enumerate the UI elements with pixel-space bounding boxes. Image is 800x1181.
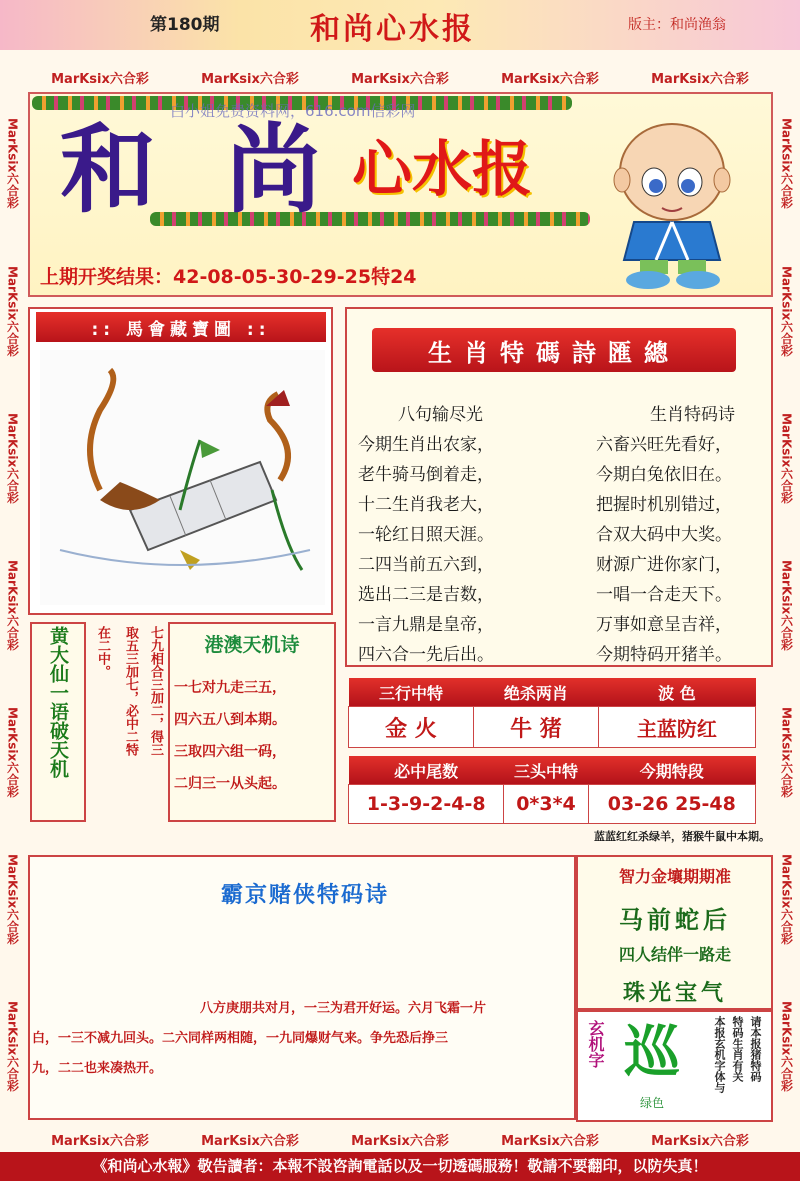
watermark: MarKsix六合彩 [779, 854, 794, 945]
gamble-poem-line1: 八方庚朋共对月，一三为君开好运。六月飞霜一片 [200, 1001, 487, 1016]
watermark: MarKsix六合彩 [201, 1133, 299, 1149]
monk-illustration [592, 110, 762, 290]
huang-daxian-col1: 七九相合三加二，得三 [148, 626, 163, 756]
table-cell: 1-3-9-2-4-8 [349, 785, 504, 824]
table-header: 今期特段 [588, 756, 755, 785]
huang-daxian-col3: 在二中。 [95, 626, 110, 678]
gamble-poem-title: 霸京赌侠特码诗 [220, 883, 389, 908]
gangao-line: 一七对九走三五， [174, 680, 286, 696]
poem-left-title: 八句输尽光 [398, 405, 483, 425]
watermark: MarKsix六合彩 [779, 1001, 794, 1092]
treasure-map-image [40, 350, 325, 605]
xuanji-label: 玄机字 [586, 1020, 605, 1068]
poem-line: 财源广进你家门， [596, 555, 732, 575]
gangao-title: 港澳天机诗 [204, 634, 300, 656]
table-header: 必中尾数 [349, 756, 504, 785]
watermark: MarKsix六合彩 [351, 71, 449, 87]
table-cell: 03-26 25-48 [588, 785, 755, 824]
gamble-poem-line3: 九，二二也来凑热开。 [32, 1061, 163, 1076]
poem-line: 六畜兴旺先看好， [596, 435, 732, 455]
watermark: MarKsix六合彩 [779, 707, 794, 798]
poem-line: 一唱一合走天下。 [596, 585, 732, 605]
watermark: MarKsix六合彩 [779, 265, 794, 356]
poem-line: 二四当前五六到， [358, 555, 494, 575]
gangao-line: 二归三一从头起。 [174, 776, 286, 792]
watermark: MarKsix六合彩 [5, 1001, 20, 1092]
poem-left [358, 400, 528, 670]
editor-label: 版主：和尚渔翁 [628, 17, 726, 33]
poem-line: 合双大码中大奖。 [596, 525, 732, 545]
watermark-col-left [2, 90, 24, 1120]
watermark-col-right [776, 90, 798, 1120]
table-header: 三头中特 [504, 756, 588, 785]
watermark: MarKsix六合彩 [5, 118, 20, 209]
tip-4: 珠光宝气 [622, 981, 727, 1006]
table-cell: 主蓝防红 [598, 707, 755, 748]
watermark: MarKsix六合彩 [5, 265, 20, 356]
poem-right-title: 生肖特码诗 [650, 405, 735, 425]
last-result: 上期开奖结果：42-08-05-30-29-25特24 [40, 266, 417, 288]
watermark: MarKsix六合彩 [501, 1133, 599, 1149]
watermark-row-top [25, 64, 775, 90]
table-header: 波 色 [598, 678, 755, 707]
big-title: 和 尚 [60, 113, 340, 226]
watermark: MarKsix六合彩 [351, 1133, 449, 1149]
table-header: 绝杀两肖 [473, 678, 598, 707]
treasure-map-title: :: 馬會藏寶圖 :: [36, 312, 326, 342]
xuanji-color: 绿色 [639, 1096, 664, 1110]
table-cell: 牛 猪 [473, 707, 598, 748]
watermark: MarKsix六合彩 [5, 707, 20, 798]
poem-line: 选出二三是吉数， [358, 585, 494, 605]
tip-1: 智力金壤期期准 [618, 867, 731, 886]
poem-line: 万事如意呈吉祥， [596, 615, 732, 635]
poem-section-title: 生肖特碼詩匯總 [372, 328, 736, 372]
tip-2: 马前蛇后 [619, 906, 731, 934]
watermark: MarKsix六合彩 [651, 71, 749, 87]
xuanji-note: 本报玄机字体与 [713, 1016, 726, 1093]
masthead-title: 和尚心水报 [310, 12, 475, 47]
xuanji-note: 请本报猪特码 [749, 1016, 762, 1082]
watermark: MarKsix六合彩 [201, 71, 299, 87]
poem-line: 一言九鼎是皇帝， [358, 615, 494, 635]
xuanji-note: 特码生肖有关 [731, 1016, 744, 1082]
xuanji-char: 巡 [624, 1020, 680, 1085]
gamble-poem-line2: 白，一三不减九回头。二六同样两相随，一九同爆财气来。争先恐后挣三 [32, 1031, 449, 1046]
poem-line: 把握时机别错过， [596, 495, 732, 515]
huang-daxian-col2: 取五三加七，必中二特 [123, 626, 138, 756]
gangao-lines [174, 672, 334, 800]
prediction-table-1 [348, 678, 756, 748]
watermark: MarKsix六合彩 [779, 412, 794, 503]
gangao-line: 四六五八到本期。 [174, 712, 286, 728]
table-cell: 金 火 [349, 707, 474, 748]
subtitle: 心水报 [352, 135, 532, 205]
watermark: MarKsix六合彩 [779, 559, 794, 651]
watermark: MarKsix六合彩 [651, 1133, 749, 1149]
watermark: MarKsix六合彩 [51, 71, 149, 87]
poem-line: 四六合一先后出。 [358, 645, 494, 665]
tip-3: 四人结伴一路走 [618, 945, 731, 964]
watermark: MarKsix六合彩 [501, 71, 599, 87]
poem-line: 今期白兔依旧在。 [596, 465, 732, 485]
gangao-line: 三取四六组一码， [174, 744, 286, 760]
poem-line: 一轮红日照天涯。 [358, 525, 494, 545]
issue-number: 第180期 [150, 15, 220, 35]
poem-right [596, 400, 766, 670]
huang-daxian-label: 黄大仙一语破天机 [47, 626, 69, 778]
watermark-row-bottom [25, 1126, 775, 1152]
poem-line: 今期特码开猪羊。 [596, 645, 732, 665]
table-cell: 0*3*4 [504, 785, 588, 824]
poem-line: 老牛骑马倒着走， [358, 465, 494, 485]
wave-note: 蓝蓝红红杀绿羊，猪猴牛鼠中本期。 [594, 830, 770, 843]
prediction-table-2 [348, 756, 756, 824]
site-note: 白小姐免费资料网，616.com信彩网 [170, 102, 416, 120]
watermark: MarKsix六合彩 [779, 118, 794, 209]
table-header: 三行中特 [349, 678, 474, 707]
watermark: MarKsix六合彩 [51, 1133, 149, 1149]
watermark: MarKsix六合彩 [5, 854, 20, 945]
poem-line: 十二生肖我老大， [358, 495, 494, 515]
poem-line: 今期生肖出农家， [358, 435, 494, 455]
watermark: MarKsix六合彩 [5, 559, 20, 651]
watermark: MarKsix六合彩 [5, 412, 20, 503]
footer-notice: 《和尚心水報》敬告讀者：本報不設咨詢電話以及一切透碼服務！敬請不要翻印，以防失真！ [0, 1152, 800, 1181]
